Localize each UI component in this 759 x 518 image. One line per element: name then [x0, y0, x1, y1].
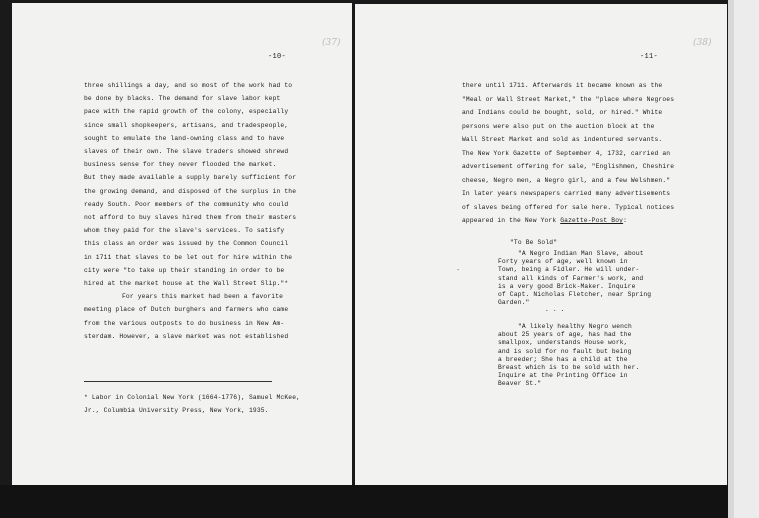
scan-bottom-border: [0, 485, 759, 518]
footnote-rule: [84, 381, 272, 382]
left-pencil-mark: (37): [322, 38, 341, 48]
left-line-1: three shillings a day, and so most of the work had to: [84, 82, 293, 89]
right-line-last-suffix: :: [623, 217, 628, 224]
ad2-line-3: smallpox, understands House work,: [498, 339, 628, 347]
ad1-line-6: of Capt. Nicholas Fletcher, near Spring: [498, 291, 652, 298]
ad1-line-1: "A Negro Indian Man Slave, about: [518, 250, 644, 257]
ad2-line-4: and is sold for no fault but being: [498, 347, 632, 355]
quote-heading: "To Be Sold": [510, 239, 558, 246]
left-line-11: not afford to buy slaves hired them from their masters: [84, 214, 297, 221]
left-line-18: meeting place of Dutch burghers and farmers who came: [84, 306, 289, 314]
right-line-9: In later years newspapers carried many advertisements: [462, 190, 671, 197]
right-line-6: The New York Gazette of September 4, 1732, carried an: [462, 149, 671, 157]
right-line-last: [462, 217, 627, 224]
right-line-3: and Indians could be bought, sold, or hired." White: [462, 109, 663, 116]
left-line-10: ready South. Poor members of the community who could: [84, 200, 289, 208]
ellipsis: . . .: [545, 306, 565, 313]
ad2-line-1: "A likely healthy Negro wench: [518, 323, 632, 330]
left-line-5: sought to emulate the land-owning class and to have: [84, 134, 285, 142]
left-line-20: sterdam. However, a slave market was not established: [84, 332, 289, 340]
left-line-8: But they made available a supply barely sufficient for: [84, 174, 297, 182]
left-line-12: whom they paid for the slave's services. To satisfy: [84, 227, 285, 235]
ad2-line-7: Inquire at the Printing Office in: [498, 372, 628, 380]
left-line-2: be done by blacks. The demand for slave labor kept: [84, 95, 281, 103]
ad1-line-7: Garden.": [498, 299, 530, 307]
right-line-5: Wall Street Market and sold as indentured servants.: [462, 136, 663, 143]
right-line-last-prefix: appeared in the New York: [462, 217, 561, 224]
left-line-9: the growing demand, and disposed of the surplus in the: [84, 187, 297, 195]
right-line-1: there until 1711. Afterwards it became known as the: [462, 82, 663, 89]
left-line-15: city were "to take up their standing in order to be: [84, 266, 285, 274]
ad1-line-3: Town, being a Fidler. He will under-: [498, 266, 640, 274]
ad1-line-4: stand all kinds of Farmer's work, and: [498, 274, 644, 282]
left-line-17: For years this market had been a favorite: [122, 293, 284, 301]
left-page-number: -10-: [268, 53, 287, 61]
left-line-19: from the various outposts to do business in New Am-: [84, 319, 285, 327]
left-line-16: hired at the market house at the Wall Street Slip."*: [84, 280, 289, 287]
ad2-line-5: a breeder; She has a child at the: [498, 355, 628, 363]
right-line-2: "Meal or Wall Street Market," the "place where Negroes: [462, 95, 675, 103]
scan-right-edge-paper: [734, 0, 759, 518]
ad1-line-5: is a very good Brick-Maker. Inquire: [498, 282, 636, 290]
right-line-8: cheese, Negro men, a Negro girl, and a few Welshmen.": [462, 176, 671, 184]
right-page-number: -11-: [640, 53, 659, 61]
left-line-6: slaves of their own. The slave traders showed shrewd: [84, 148, 289, 155]
ad1-line-2: Forty years of age, well known in: [498, 258, 628, 266]
margin-mark: -: [456, 267, 461, 275]
right-line-10: of slaves being offered for sale here. Typical notices: [462, 203, 675, 211]
footnote-line-2: Jr., Columbia University Press, New York, 1935.: [84, 406, 269, 414]
newspaper-title: Gazette-Post Boy: [560, 217, 624, 224]
left-line-13: this class an order was issued by the Common Council: [84, 240, 289, 248]
right-line-4: persons were also put on the auction block at the: [462, 122, 655, 130]
left-line-3: pace with the rapid growth of the colony, especially: [84, 108, 289, 116]
left-line-4: since small shopkeepers, artisans, and tradespeople,: [84, 121, 289, 129]
footnote-line-1: * Labor in Colonial New York (1664-1776), Samuel McKee,: [84, 394, 301, 401]
right-line-7: advertisement offering for sale, "Englishmen, Cheshire: [462, 163, 675, 170]
ad2-line-8: Beaver St.": [498, 380, 542, 388]
ad2-line-6: Breast which is to be sold with her.: [498, 364, 640, 371]
left-line-7: business sense for they never flooded the market.: [84, 161, 277, 169]
left-line-14: in 1711 that slaves to be let out for hire within the: [84, 253, 293, 261]
right-pencil-mark: (38): [693, 38, 712, 48]
ad2-line-2: about 25 years of age, has had the: [498, 331, 632, 339]
